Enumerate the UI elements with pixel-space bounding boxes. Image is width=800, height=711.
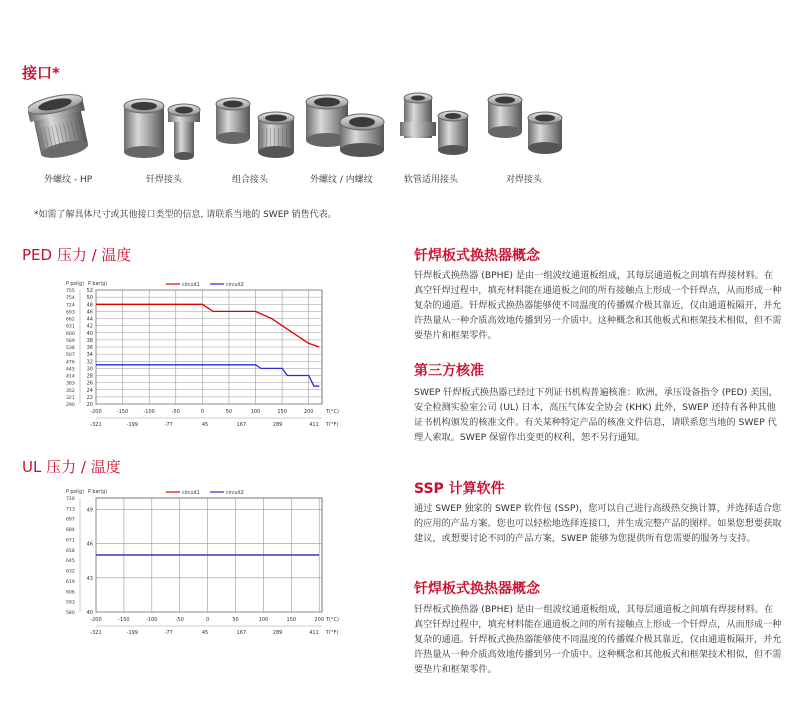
- ul-x-tick-label: 0: [206, 617, 210, 623]
- ped-x-tick-label: 200: [303, 409, 314, 415]
- ped-y-tick-label: 44: [86, 316, 93, 323]
- male-thread-fitting-image: [28, 92, 110, 162]
- ul-x-tick-label: -100: [146, 617, 158, 623]
- ped-y-tick-label: 50: [86, 295, 93, 302]
- ped-chart-title: PED 压力 / 温度: [22, 246, 132, 264]
- ul-x-tick-label: -200: [90, 617, 102, 623]
- ped-x-tick-label: 50: [225, 409, 233, 415]
- ul-legend-label-circuit1: circuit1: [182, 491, 200, 496]
- ped-x-tick-label: 150: [277, 409, 287, 415]
- ul-psi-tick-label: 658: [66, 548, 75, 554]
- fitting-label-braze: 钎焊接头: [146, 175, 183, 185]
- ped-y-tick-label: 30: [86, 366, 93, 373]
- ped-psi-tick-label: 569: [66, 338, 75, 344]
- ul-psi-tick-label: 580: [66, 611, 75, 616]
- connections-title: 接口*: [22, 64, 60, 82]
- ped-psi-tick-label: 662: [66, 317, 75, 323]
- ped-y-tick-label: 42: [86, 323, 93, 330]
- ped-legend-label-circuit1: circuit1: [182, 283, 200, 288]
- ul-x-tick-label: 100: [258, 617, 269, 623]
- ul-psi-tick-label: 671: [66, 538, 75, 544]
- ped-y-tick-label: 40: [86, 330, 93, 337]
- ul-psi-axis-label: P psi(g): [66, 490, 85, 495]
- ped-psi-tick-label: 693: [66, 310, 75, 316]
- ped-psi-axis-label: P psi(g): [66, 282, 85, 287]
- ul-psi-tick-label: 713: [66, 507, 75, 513]
- ped-y-tick-label: 36: [86, 345, 93, 351]
- fitting-label-male-hp: 外螺纹 - HP: [44, 175, 93, 185]
- ped-psi-tick-label: 754: [66, 296, 75, 302]
- ul-x-tick-label: 200: [314, 617, 324, 623]
- ped-y-tick-label: 20: [86, 402, 93, 408]
- ul-psi-tick-label: 645: [66, 559, 75, 565]
- fitting-label-butt-weld: 对焊接头: [506, 175, 543, 185]
- ped-legend-label-circuit2: circuit2: [226, 283, 244, 288]
- ped-f-tick-label: 45: [201, 422, 209, 428]
- ped-y-tick-label: 28: [86, 373, 93, 380]
- ped-y-tick-label: 38: [86, 337, 93, 344]
- ped-x-tick-label: 100: [250, 409, 261, 415]
- butt-weld-fitting-image: [482, 92, 570, 162]
- ped-y-tick-label: 46: [86, 309, 93, 316]
- ul-psi-tick-label: 606: [66, 590, 75, 596]
- ped-x-tick-label: -150: [116, 409, 129, 415]
- ped-psi-tick-label: 476: [66, 360, 75, 366]
- fitting-label-male-female: 外螺纹 / 内螺纹: [310, 175, 373, 185]
- ul-x-tick-label: -150: [118, 617, 130, 623]
- braze-fitting-image: [118, 92, 210, 162]
- ped-psi-tick-label: 445: [66, 367, 75, 373]
- ped-f-tick-label: 289: [272, 422, 283, 428]
- fitting-label-combination: 组合接头: [232, 175, 269, 185]
- ped-f-tick-label: -77: [164, 422, 173, 428]
- ped-x2-axis-label: T(°F): [326, 422, 339, 428]
- male-female-thread-fitting-image: [302, 92, 394, 162]
- ped-y-tick-label: 24: [86, 387, 93, 394]
- ped-x-axis-label: T(°C): [326, 409, 339, 415]
- ped-f-tick-label: -199: [126, 422, 139, 428]
- ul-f-tick-label: 411: [309, 630, 319, 636]
- ul-f-tick-label: 45: [201, 630, 209, 636]
- ul-psi-tick-label: 697: [66, 517, 75, 523]
- ul-x2-axis-label: T(°F): [326, 630, 339, 636]
- ped-psi-tick-label: 383: [66, 381, 75, 387]
- ul-x-tick-label: 150: [286, 617, 297, 623]
- ul-psi-tick-label: 619: [66, 579, 75, 585]
- ul-f-tick-label: -77: [164, 630, 173, 636]
- fitting-label-hose: 软管适用接头: [404, 175, 459, 185]
- ped-f-tick-label: 411: [309, 422, 319, 428]
- ul-y-tick-label: 43: [86, 575, 93, 582]
- ped-y-tick-label: 52: [86, 288, 93, 294]
- ul-x-axis-label: T(°C): [326, 617, 339, 623]
- ul-psi-tick-label: 684: [66, 528, 75, 534]
- ul-x-tick-label: 50: [232, 617, 239, 623]
- ped-x-tick-label: -100: [143, 409, 155, 415]
- ped-psi-tick-label: 290: [66, 403, 75, 408]
- ped-psi-tick-label: 600: [66, 331, 75, 337]
- ul-pressure-temperature-chart: [40, 484, 350, 642]
- connections-footnote: *如需了解具体尺寸或其他接口类型的信息, 请联系当地的 SWEP 销售代表。: [34, 210, 337, 220]
- ped-y-tick-label: 48: [86, 302, 93, 309]
- hose-fitting-image: [396, 92, 482, 162]
- ul-psi-tick-label: 593: [66, 600, 75, 606]
- section-title-approvals: 第三方核准: [414, 363, 484, 379]
- ped-y-tick-label: 34: [86, 352, 93, 359]
- ped-f-tick-label: -321: [90, 422, 102, 428]
- section-text-approvals: SWEP 钎焊板式换热器已经过下列证书机构普遍核准：欧洲，承压设备指令 (PED) 美国，安全检测实验室公司 (UL) 日本，高压气体安全协会 (KHK) 此外，SWEP 还持有各种其他证书机构颁发的核准文件。有关某种特定产品的核准文件信息，请联系您当地的 SWEP 代理人索取。SWEP 保留作出变更的权利，恕不另行通知。: [414, 387, 778, 443]
- ped-y-tick-label: 32: [86, 359, 93, 366]
- ped-psi-tick-label: 755: [66, 289, 75, 294]
- ul-f-tick-label: 289: [272, 630, 283, 636]
- ul-legend-label-circuit2: circuit2: [226, 491, 244, 496]
- ul-chart-title: UL 压力 / 温度: [22, 458, 121, 476]
- ped-x-tick-label: -200: [90, 409, 102, 415]
- section-text-ssp-software: 通过 SWEP 独家的 SWEP 软件包 (SSP)，您可以自己进行高级热交换计算，并选择适合您的应用的产品方案。您也可以轻松地选择连接口，并生成完整产品的图样。如果您想要获取建议，或想要讨论不同的产品方案，SWEP 能够为您提供所有您需要的服务与支持。: [414, 503, 782, 544]
- section-title-ssp-software: SSP 计算软件: [414, 481, 505, 497]
- ped-pressure-temperature-chart: [40, 276, 350, 434]
- ul-psi-tick-label: 632: [66, 569, 75, 575]
- ul-x-tick-label: -50: [175, 617, 184, 623]
- ped-x-tick-label: 0: [200, 409, 204, 415]
- ped-bar-axis-label: P bar(g): [88, 282, 108, 287]
- ped-psi-tick-label: 724: [66, 303, 75, 309]
- ped-f-tick-label: 167: [236, 422, 247, 428]
- ped-psi-tick-label: 321: [66, 395, 75, 401]
- ped-psi-tick-label: 507: [66, 353, 75, 359]
- section-title-bphe-concept-repeat: 钎焊板式换热器概念: [414, 581, 540, 597]
- ul-y-tick-label: 40: [86, 610, 93, 616]
- ul-y-tick-label: 49: [86, 507, 93, 514]
- section-text-bphe-concept: 钎焊板式换热器 (BPHE) 是由一组波纹通道板组成，其每层通道板之间填有焊接材料。在真空钎焊过程中，填充材料能在通道板之间的所有接触点上形成一个钎焊点，从而形成一种复杂的通道。钎焊板式换热器能够使不同温度的传播媒介极其靠近，仅由通道板隔开，并允许热量从一种介质高效地传播到另一介质中。这种概念和其他板式和框架技术相似，但不需要垫片和框架零件。: [414, 270, 782, 341]
- combination-fitting-image: [210, 92, 302, 162]
- ped-x-tick-label: -50: [171, 409, 180, 415]
- section-title-bphe-concept: 钎焊板式换热器概念: [414, 248, 540, 264]
- ped-psi-tick-label: 538: [66, 346, 75, 351]
- ul-psi-tick-label: 726: [66, 497, 75, 502]
- ped-psi-tick-label: 352: [66, 388, 75, 394]
- ul-f-tick-label: 167: [236, 630, 247, 636]
- ul-y-tick-label: 46: [86, 541, 93, 548]
- ped-y-tick-label: 22: [86, 394, 93, 401]
- ul-f-tick-label: -199: [126, 630, 139, 636]
- ul-f-tick-label: -321: [90, 630, 102, 636]
- ped-psi-tick-label: 414: [66, 374, 75, 380]
- ped-y-tick-label: 26: [86, 380, 93, 387]
- section-text-bphe-concept-repeat: 钎焊板式换热器 (BPHE) 是由一组波纹通道板组成，其每层通道板之间填有焊接材料。在真空钎焊过程中，填充材料能在通道板之间的所有接触点上形成一个钎焊点，从而形成一种复杂的通道。钎焊板式换热器能够使不同温度的传播媒介极其靠近，仅由通道板隔开，并允许热量从一种介质高效地传播到另一介质中。这种概念和其他板式和框架技术相似，但不需要垫片和框架零件。: [414, 604, 782, 675]
- ul-bar-axis-label: P bar(g): [88, 490, 108, 495]
- ped-psi-tick-label: 631: [66, 324, 75, 330]
